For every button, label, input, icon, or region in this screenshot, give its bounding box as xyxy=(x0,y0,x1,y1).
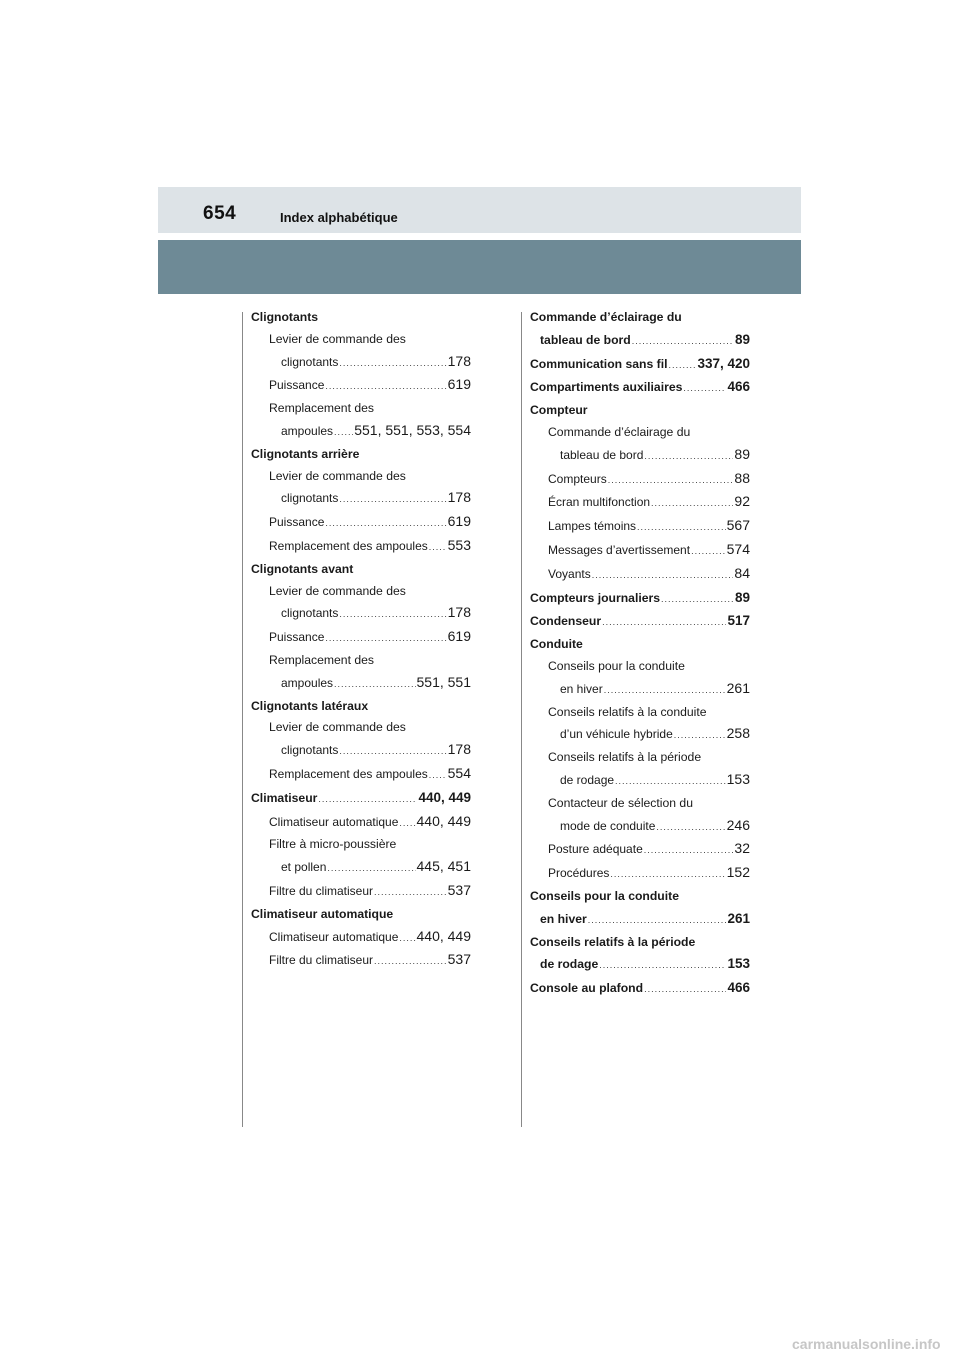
dot-leader xyxy=(683,378,726,400)
index-subentry-label: Levier de commande des xyxy=(269,468,406,483)
dot-leader xyxy=(325,376,446,398)
entry-text: ampoules xyxy=(281,423,334,438)
index-subentry xyxy=(251,811,471,835)
entry-text: en hiver xyxy=(560,681,603,696)
dot-leader xyxy=(656,817,725,839)
page-ref: 32 xyxy=(734,840,750,857)
index-subentry xyxy=(530,862,750,886)
entry-text: Filtre du climatiseur xyxy=(269,883,374,898)
entry-text: de rodage xyxy=(540,957,599,972)
dot-leader xyxy=(318,789,417,811)
dot-leader xyxy=(325,513,446,535)
page-ref: 553 xyxy=(447,536,471,553)
page-ref: 440, 449 xyxy=(416,927,471,944)
dot-leader xyxy=(599,955,726,977)
entry-text: Compteurs xyxy=(548,471,607,486)
entry-text: en hiver xyxy=(540,911,587,926)
page-ref: 84 xyxy=(734,564,750,581)
dot-leader xyxy=(334,674,415,696)
header-band xyxy=(158,187,801,233)
index-subentry-label: Conseils relatifs à la conduite xyxy=(548,704,707,719)
page-ref: 178 xyxy=(447,352,471,369)
entry-text: clignotants xyxy=(281,606,339,621)
entry-text: Filtre du climatiseur xyxy=(269,953,374,968)
index-entry xyxy=(251,787,471,811)
index-subentry xyxy=(251,420,471,444)
index-subentry xyxy=(251,535,471,559)
entry-text: d’un véhicule hybride xyxy=(560,727,673,742)
page-ref: 551, 551 xyxy=(416,673,471,690)
dot-leader xyxy=(604,680,726,702)
index-subentry-label: Remplacement des xyxy=(269,652,374,667)
index-heading: Climatiseur automatique xyxy=(251,906,394,921)
index-entry xyxy=(530,977,750,1001)
index-subentry xyxy=(251,672,471,696)
index-subentry xyxy=(251,880,471,904)
index-subentry xyxy=(251,926,471,950)
dot-leader xyxy=(339,489,446,511)
page-ref: 466 xyxy=(727,379,750,395)
page-ref: 554 xyxy=(447,764,471,781)
dot-leader xyxy=(429,765,447,787)
entry-text: Voyants xyxy=(548,566,591,581)
index-entry xyxy=(530,587,750,611)
entry-text: Puissance xyxy=(269,630,325,645)
index-subentry-label: Remplacement des xyxy=(269,401,374,416)
dot-leader xyxy=(661,589,734,611)
index-subentry xyxy=(530,563,750,587)
index-subentry-label: Conseils relatifs à la période xyxy=(548,750,702,765)
dot-leader xyxy=(399,928,415,950)
index-subentry xyxy=(530,515,750,539)
index-subentry-label: Commande d’éclairage du xyxy=(548,424,691,439)
entry-text: de rodage xyxy=(560,772,615,787)
dot-leader xyxy=(651,493,733,515)
index-subentry xyxy=(251,602,471,626)
dot-leader xyxy=(374,882,447,904)
watermark: carmanualsonline.info xyxy=(792,1336,941,1352)
index-subentry-label: Contacteur de sélection du xyxy=(548,795,693,810)
index-subentry xyxy=(251,487,471,511)
index-entry-label: Conseils pour la conduite xyxy=(530,888,679,903)
dot-leader xyxy=(334,422,353,444)
index-subentry xyxy=(251,763,471,787)
page-ref: 537 xyxy=(447,881,471,898)
dot-leader xyxy=(339,741,446,763)
entry-text: ampoules xyxy=(281,675,334,690)
entry-text: Messages d’avertissement xyxy=(548,542,691,557)
index-subentry-label: Filtre à micro-poussière xyxy=(269,837,397,852)
index-entry xyxy=(530,953,750,977)
page-ref: 619 xyxy=(447,628,471,645)
entry-text: Climatiseur automatique xyxy=(269,814,399,829)
entry-text: Remplacement des ampoules xyxy=(269,766,428,781)
entry-text: Communication sans fil xyxy=(530,356,668,371)
page-ref: 261 xyxy=(726,679,750,696)
index-subentry xyxy=(530,678,750,702)
entry-text: Lampes témoins xyxy=(548,519,637,534)
entry-text: et pollen xyxy=(281,860,327,875)
page-ref: 178 xyxy=(447,604,471,621)
index-entry xyxy=(530,329,750,353)
index-heading: Clignotants avant xyxy=(251,561,354,576)
page-ref: 89 xyxy=(734,331,750,347)
dot-leader xyxy=(610,864,725,886)
dot-leader xyxy=(602,612,726,634)
page-title: Index alphabétique xyxy=(280,210,398,225)
entry-text: Compartiments auxiliaires xyxy=(530,380,683,395)
dot-leader xyxy=(374,951,447,973)
section-band xyxy=(158,240,801,294)
entry-text: Posture adéquate xyxy=(548,842,643,857)
dot-leader xyxy=(339,604,446,626)
page-ref: 337, 420 xyxy=(697,355,750,371)
page-ref: 261 xyxy=(727,910,750,926)
page-number: 654 xyxy=(203,203,237,224)
dot-leader xyxy=(325,628,446,650)
index-entry xyxy=(530,376,750,400)
index-subentry xyxy=(530,539,750,563)
dot-leader xyxy=(588,910,727,932)
dot-leader xyxy=(691,541,726,563)
page-ref: 246 xyxy=(726,816,750,833)
index-subentry xyxy=(530,838,750,862)
entry-text: Puissance xyxy=(269,378,325,393)
entry-text: tableau de bord xyxy=(540,332,631,347)
entry-text: Console au plafond xyxy=(530,981,644,996)
index-entry xyxy=(530,908,750,932)
page-ref: 440, 449 xyxy=(416,812,471,829)
index-subentry xyxy=(251,511,471,535)
index-subentry xyxy=(251,856,471,880)
index-heading: Clignotants latéraux xyxy=(251,698,369,713)
index-subentry xyxy=(251,626,471,650)
page-ref: 517 xyxy=(727,613,750,629)
page-ref: 178 xyxy=(447,741,471,758)
index-subentry xyxy=(251,739,471,763)
index-subentry xyxy=(530,815,750,839)
page-ref: 619 xyxy=(447,513,471,530)
entry-text: Procédures xyxy=(548,866,610,881)
index-entry xyxy=(530,353,750,377)
entry-text: Écran multifonction xyxy=(548,495,651,510)
index-heading: Clignotants arrière xyxy=(251,446,360,461)
dot-leader xyxy=(632,331,734,353)
entry-text: clignotants xyxy=(281,491,339,506)
page-ref: 153 xyxy=(726,770,750,787)
index-subentry xyxy=(251,374,471,398)
entry-text: Puissance xyxy=(269,515,325,530)
index-entry xyxy=(530,610,750,634)
index-subentry xyxy=(251,949,471,973)
index-subentry xyxy=(530,723,750,747)
dot-leader xyxy=(429,537,447,559)
page-ref: 89 xyxy=(734,445,750,462)
entry-text: Compteurs journaliers xyxy=(530,590,661,605)
page-ref: 153 xyxy=(727,956,750,972)
index-entry-label: Commande d’éclairage du xyxy=(530,310,682,324)
index-subentry xyxy=(530,491,750,515)
page-ref: 466 xyxy=(727,980,750,996)
page-ref: 88 xyxy=(734,469,750,486)
page-ref: 567 xyxy=(726,517,750,534)
page-ref: 445, 451 xyxy=(416,858,471,875)
entry-text: clignotants xyxy=(281,354,339,369)
page-ref: 152 xyxy=(726,864,750,881)
page-ref: 178 xyxy=(447,489,471,506)
index-heading: Clignotants xyxy=(251,310,319,324)
index-subentry-label: Levier de commande des xyxy=(269,720,406,735)
page-ref: 537 xyxy=(447,951,471,968)
dot-leader xyxy=(644,840,734,862)
index-heading: Compteur xyxy=(530,403,588,418)
dot-leader xyxy=(592,565,734,587)
entry-text: clignotants xyxy=(281,743,339,758)
entry-text: Climatiseur automatique xyxy=(269,929,399,944)
page-ref: 619 xyxy=(447,376,471,393)
page-ref: 551, 551, 553, 554 xyxy=(354,421,471,438)
index-subentry xyxy=(530,468,750,492)
entry-text: tableau de bord xyxy=(560,447,644,462)
page-ref: 92 xyxy=(734,493,750,510)
index-subentry-label: Levier de commande des xyxy=(269,583,406,598)
dot-leader xyxy=(644,979,726,1001)
dot-leader xyxy=(637,517,726,539)
page-ref: 574 xyxy=(726,540,750,557)
page-ref: 89 xyxy=(734,589,750,605)
page-ref: 440, 449 xyxy=(418,789,471,805)
index-subentry xyxy=(530,769,750,793)
dot-leader xyxy=(668,355,696,377)
index-subentry xyxy=(251,351,471,375)
entry-text: Remplacement des ampoules xyxy=(269,538,428,553)
page-ref: 258 xyxy=(726,725,750,742)
dot-leader xyxy=(615,771,726,793)
index-column-left xyxy=(251,307,471,973)
index-heading: Conduite xyxy=(530,637,583,652)
column-divider-right xyxy=(521,312,522,1127)
index-entry-label: Conseils relatifs à la période xyxy=(530,934,696,949)
column-divider-left xyxy=(242,312,243,1127)
entry-text: mode de conduite xyxy=(560,818,656,833)
dot-leader xyxy=(339,353,446,375)
index-column-right xyxy=(530,307,750,1001)
entry-text: Condenseur xyxy=(530,614,602,629)
index-subentry xyxy=(530,444,750,468)
index-subentry-label: Conseils pour la conduite xyxy=(548,658,685,673)
dot-leader xyxy=(674,725,726,747)
dot-leader xyxy=(399,813,415,835)
dot-leader xyxy=(327,858,415,880)
entry-text: Climatiseur xyxy=(251,790,318,805)
dot-leader xyxy=(608,470,734,492)
index-subentry-label: Levier de commande des xyxy=(269,331,406,346)
dot-leader xyxy=(644,446,733,468)
